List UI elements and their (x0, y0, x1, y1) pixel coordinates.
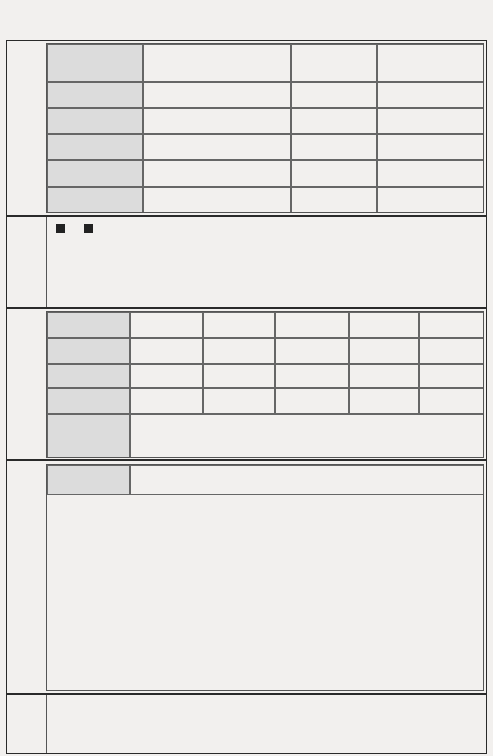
fuel-label (47, 312, 130, 338)
cyl-label (349, 312, 419, 338)
reverse-label (47, 388, 130, 414)
abs-label (349, 364, 419, 388)
power-label (203, 312, 275, 338)
config-table (46, 311, 484, 458)
owner-label (47, 44, 143, 82)
cyl-value (419, 312, 484, 338)
tech-condition-section (6, 460, 487, 694)
seat-label (203, 388, 275, 414)
fuel-value (130, 312, 203, 338)
use-value (377, 160, 484, 187)
engine-label (47, 134, 143, 160)
seat-value (275, 388, 349, 414)
steer-label (47, 338, 130, 364)
document-check-section (6, 216, 487, 308)
seats-label (47, 160, 143, 187)
trans-value (419, 338, 484, 364)
sunroof-label (349, 388, 419, 414)
airbag-label (47, 364, 130, 388)
abs-value (419, 364, 484, 388)
tech-col-item (47, 465, 130, 495)
type-label (291, 108, 377, 134)
use-label (291, 160, 377, 187)
config-section (6, 308, 487, 460)
tech-condition-table (46, 464, 484, 691)
sunroof-value (419, 388, 484, 414)
mileage-label (291, 82, 377, 108)
reverse-value (130, 388, 203, 414)
status-value (377, 187, 484, 213)
drive-value (275, 338, 349, 364)
model-value (143, 82, 291, 108)
other-config-value (130, 414, 484, 458)
plate-label (291, 44, 377, 82)
mileage-value (377, 82, 484, 108)
document-check-divider (46, 217, 47, 308)
status-label (291, 187, 377, 213)
owner-value (143, 44, 291, 82)
basic-info-table (46, 43, 484, 213)
steer-value (130, 338, 203, 364)
plate-value (377, 44, 484, 82)
basic-info-section (6, 40, 487, 216)
trans-label (349, 338, 419, 364)
airbag-value (130, 364, 203, 388)
type-value (377, 108, 484, 134)
color-label (291, 134, 377, 160)
reg-value (143, 187, 291, 213)
vin-value (143, 108, 291, 134)
vin-label (47, 108, 143, 134)
drive-label (203, 338, 275, 364)
seats-value (143, 160, 291, 187)
color-value (377, 134, 484, 160)
remarks-divider (46, 695, 47, 754)
ac-value (275, 364, 349, 388)
engine-value (143, 134, 291, 160)
tech-col-desc (130, 465, 484, 495)
plate-doc (55, 221, 93, 236)
model-label (47, 82, 143, 108)
license-doc-checkbox (84, 224, 93, 233)
other-config-label (47, 414, 130, 458)
ac-label (203, 364, 275, 388)
remarks-section (6, 694, 487, 754)
plate-doc-checkbox (56, 224, 65, 233)
power-value (275, 312, 349, 338)
reg-label (47, 187, 143, 213)
